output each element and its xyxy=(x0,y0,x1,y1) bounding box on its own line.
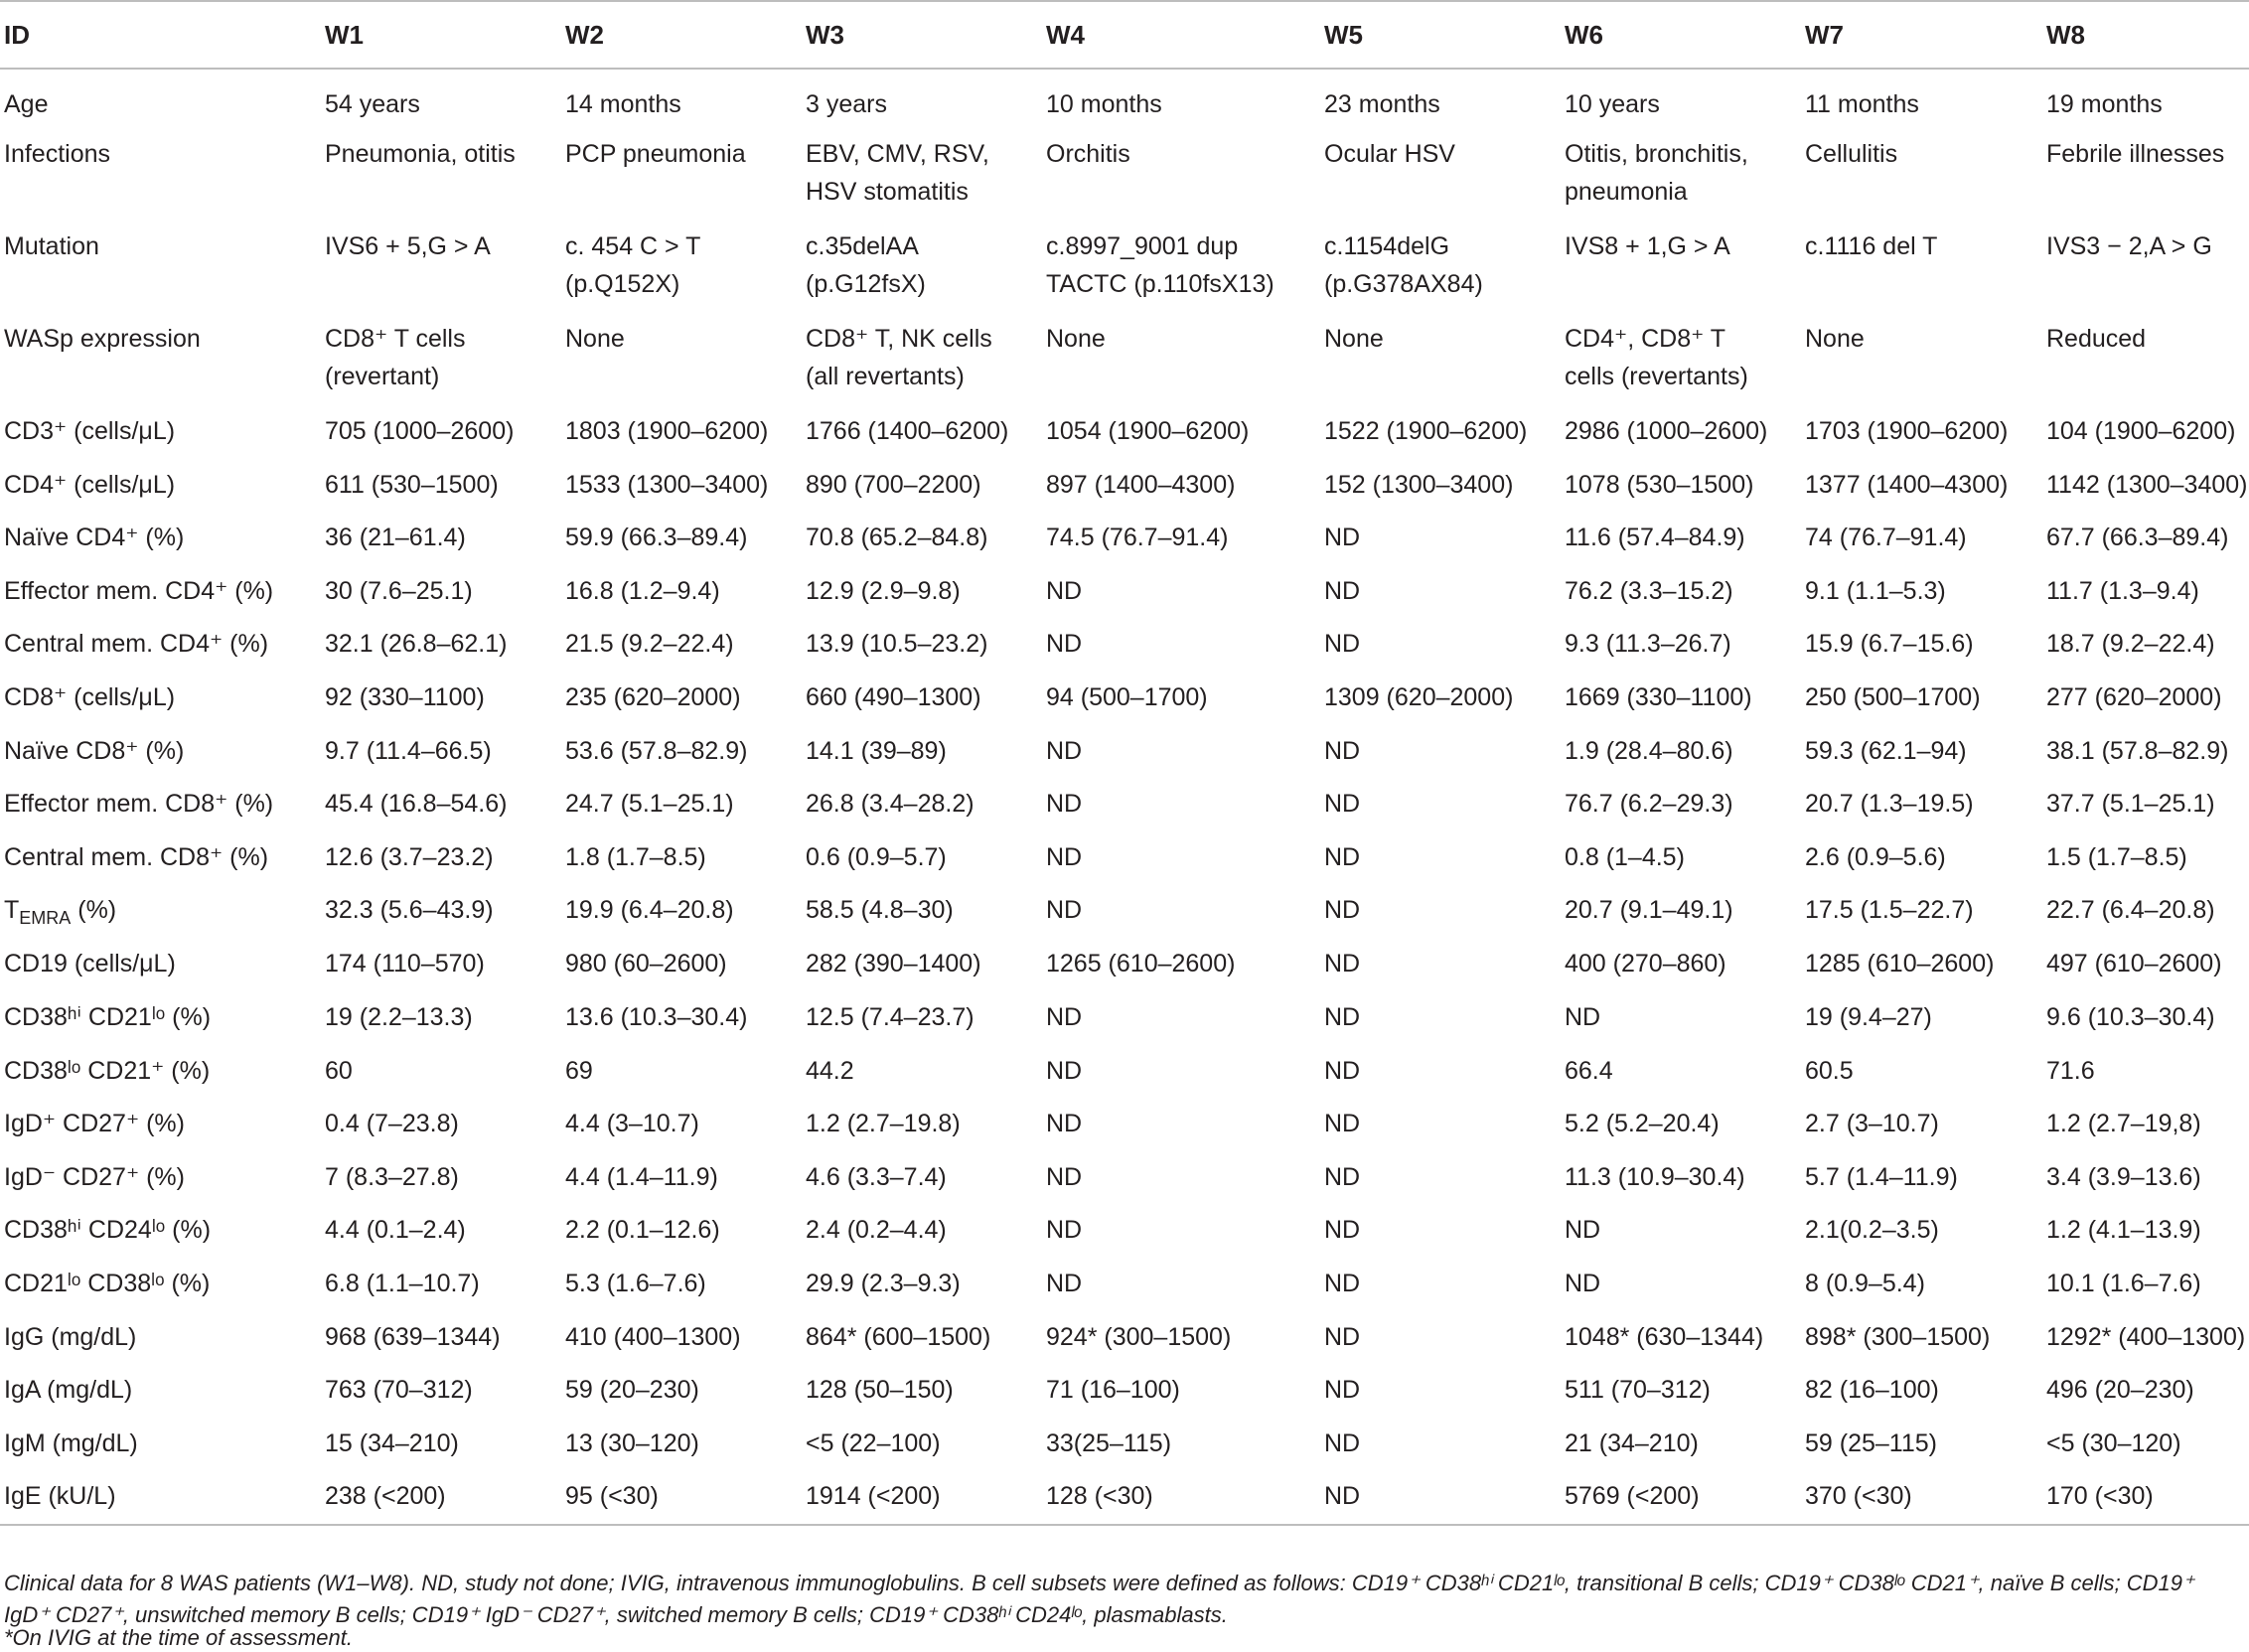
table-row xyxy=(0,69,2249,127)
row-label-cell: CD38ʰⁱ CD24ˡᵒ (%) xyxy=(4,1216,212,1245)
header-cell-w1: W1 xyxy=(321,1,561,69)
data-cell-w4: 74.5 (76.7–91.4) xyxy=(1046,524,1229,552)
data-cell-w4: ND xyxy=(1046,1162,1083,1191)
data-cell-w1: 92 (330–1100) xyxy=(325,682,485,711)
data-cell-w8: 9.6 (10.3–30.4) xyxy=(2046,1002,2215,1031)
data-cell-w2: 980 (60–2600) xyxy=(565,950,727,978)
row-label-cell: CD8⁺ (cells/μL) xyxy=(4,682,176,711)
data-cell-w7: 5.7 (1.4–11.9) xyxy=(1805,1162,1958,1191)
data-cell-w6: 5769 (<200) xyxy=(1561,1469,1801,1525)
data-cell-w5: ND xyxy=(1324,1002,1361,1031)
data-cell-w2: PCP pneumonia xyxy=(565,140,746,168)
data-cell-w2: 16.8 (1.2–9.4) xyxy=(565,576,720,605)
data-cell-w8: 1.2 (2.7–19,8) xyxy=(2046,1110,2201,1138)
row-label-cell: $T_{EMRA}$ (%) xyxy=(4,896,117,929)
data-cell-w8: 18.7 (9.2–22.4) xyxy=(2046,630,2215,659)
table-row xyxy=(0,1417,2249,1470)
data-cell-w5: c.1154delG (p.G378AX84) xyxy=(1324,232,1483,298)
table-row xyxy=(0,883,2249,937)
header-cell-id: ID xyxy=(0,1,321,69)
data-cell-w3: c.35delAA (p.G12fsX) xyxy=(806,232,926,298)
data-cell-w6: 0.8 (1–4.5) xyxy=(1565,842,1685,871)
data-cell-w1: 4.4 (0.1–2.4) xyxy=(325,1216,466,1245)
table-row xyxy=(0,1150,2249,1204)
row-label-cell: IgG (mg/dL) xyxy=(4,1322,137,1351)
row-label-cell: Effector mem. CD8⁺ (%) xyxy=(4,790,274,819)
data-cell-w4: 924* (300–1500) xyxy=(1046,1322,1232,1351)
data-cell-w6: ND xyxy=(1565,1002,1601,1031)
table-row xyxy=(0,1310,2249,1364)
data-cell-w8: 38.1 (57.8–82.9) xyxy=(2046,736,2229,765)
data-cell-w3: 4.6 (3.3–7.4) xyxy=(806,1162,947,1191)
data-cell-w6: 20.7 (9.1–49.1) xyxy=(1565,896,1733,925)
data-cell-w4: 1054 (1900–6200) xyxy=(1046,417,1250,445)
data-cell-w2: 2.2 (0.1–12.6) xyxy=(565,1216,720,1245)
table-caption xyxy=(4,1568,2239,1631)
data-cell-w5: ND xyxy=(1324,1162,1361,1191)
data-cell-w5: ND xyxy=(1324,576,1361,605)
data-cell-w8: 277 (620–2000) xyxy=(2046,682,2222,711)
data-cell-w2: 13.6 (10.3–30.4) xyxy=(565,1002,748,1031)
data-cell-w7: 15.9 (6.7–15.6) xyxy=(1805,630,1974,659)
data-cell-w7: 1285 (610–2600) xyxy=(1805,950,1995,978)
header-cell-w6: W6 xyxy=(1561,1,1801,69)
row-label-cell: Effector mem. CD4⁺ (%) xyxy=(4,576,274,605)
data-cell-w1: 36 (21–61.4) xyxy=(325,524,466,552)
data-cell-w8: 22.7 (6.4–20.8) xyxy=(2046,896,2215,925)
table-header xyxy=(0,1,2249,69)
data-cell-w7: None xyxy=(1805,325,1865,353)
data-cell-w7: 2.1(0.2–3.5) xyxy=(1805,1216,1939,1245)
data-cell-w1: 611 (530–1500) xyxy=(325,470,499,499)
data-cell-w6: 11.6 (57.4–84.9) xyxy=(1565,524,1745,552)
header-row xyxy=(0,1,2249,69)
data-cell-w2: c. 454 C > T (p.Q152X) xyxy=(565,232,701,298)
row-label-cell: CD3⁺ (cells/μL) xyxy=(4,417,176,445)
data-cell-w1: CD8⁺ T cells (revertant) xyxy=(325,325,466,390)
data-cell-w6: 76.7 (6.2–29.3) xyxy=(1565,790,1733,819)
data-cell-w3: 128 (50–150) xyxy=(806,1376,954,1405)
data-cell-w1: 30 (7.6–25.1) xyxy=(325,576,473,605)
data-cell-w1: 12.6 (3.7–23.2) xyxy=(325,842,494,871)
ivig-footnote: *On IVIG at the time of assessment. xyxy=(4,1625,353,1650)
data-cell-w3: 70.8 (65.2–84.8) xyxy=(806,524,988,552)
row-label-cell: Central mem. CD8⁺ (%) xyxy=(4,842,269,871)
data-cell-w6: 76.2 (3.3–15.2) xyxy=(1565,576,1733,605)
table-row xyxy=(0,617,2249,671)
header-cell-w3: W3 xyxy=(802,1,1042,69)
data-cell-w4: ND xyxy=(1046,1110,1083,1138)
row-label-cell: IgE (kU/L) xyxy=(0,1469,321,1525)
data-cell-w5: ND xyxy=(1324,1216,1361,1245)
data-cell-w1: 174 (110–570) xyxy=(325,950,485,978)
row-label-cell: IgA (mg/dL) xyxy=(4,1376,133,1405)
data-cell-w2: 19.9 (6.4–20.8) xyxy=(565,896,734,925)
data-cell-w5: ND xyxy=(1324,736,1361,765)
data-cell-w8: 170 (<30) xyxy=(2042,1469,2249,1525)
table-row xyxy=(0,830,2249,884)
data-cell-w8: 19 months xyxy=(2046,90,2163,118)
data-cell-w4: ND xyxy=(1046,790,1083,819)
data-cell-w3: 660 (490–1300) xyxy=(806,682,981,711)
data-cell-w2: 5.3 (1.6–7.6) xyxy=(565,1269,706,1297)
data-cell-w3: 14.1 (39–89) xyxy=(806,736,947,765)
data-cell-w1: 705 (1000–2600) xyxy=(325,417,515,445)
data-cell-w6: ND xyxy=(1565,1269,1601,1297)
data-cell-w7: 2.6 (0.9–5.6) xyxy=(1805,842,1946,871)
data-cell-w3: 26.8 (3.4–28.2) xyxy=(806,790,975,819)
table-row xyxy=(0,1203,2249,1257)
data-cell-w7: 82 (16–100) xyxy=(1805,1376,1939,1405)
data-cell-w7: 2.7 (3–10.7) xyxy=(1805,1110,1939,1138)
data-cell-w1: 54 years xyxy=(325,90,420,118)
data-cell-w1: 6.8 (1.1–10.7) xyxy=(325,1269,480,1297)
data-cell-w5: 152 (1300–3400) xyxy=(1324,470,1514,499)
data-cell-w8: 1292* (400–1300) xyxy=(2046,1322,2246,1351)
data-cell-w5: None xyxy=(1324,325,1384,353)
data-cell-w8: 1.5 (1.7–8.5) xyxy=(2046,842,2187,871)
data-cell-w4: ND xyxy=(1046,576,1083,605)
data-cell-w6: 511 (70–312) xyxy=(1565,1376,1711,1405)
data-cell-w5: ND xyxy=(1324,630,1361,659)
table-row xyxy=(0,990,2249,1044)
row-label-cell: Central mem. CD4⁺ (%) xyxy=(4,630,269,659)
data-cell-w2: 59 (20–230) xyxy=(565,1376,699,1405)
data-cell-w2: 4.4 (3–10.7) xyxy=(565,1110,699,1138)
data-cell-w4: ND xyxy=(1046,1002,1083,1031)
data-cell-w3: 12.5 (7.4–23.7) xyxy=(806,1002,975,1031)
data-cell-w5: Ocular HSV xyxy=(1324,140,1455,168)
data-cell-w6: IVS8 + 1,G > A xyxy=(1565,232,1730,260)
table-row xyxy=(0,1363,2249,1417)
data-cell-w7: 17.5 (1.5–22.7) xyxy=(1805,896,1974,925)
table-row xyxy=(0,1469,2249,1525)
data-cell-w1: 32.3 (5.6–43.9) xyxy=(325,896,494,925)
data-cell-w6: 9.3 (11.3–26.7) xyxy=(1565,630,1731,659)
data-cell-w7: 59 (25–115) xyxy=(1805,1428,1937,1457)
data-cell-w7: 19 (9.4–27) xyxy=(1805,1002,1932,1031)
data-cell-w3: 12.9 (2.9–9.8) xyxy=(806,576,961,605)
data-cell-w1: 238 (<200) xyxy=(321,1469,561,1525)
data-cell-w4: None xyxy=(1046,325,1106,353)
table-row xyxy=(0,671,2249,724)
data-cell-w6: 21 (34–210) xyxy=(1565,1428,1699,1457)
row-label-cell: CD38ʰⁱ CD21ˡᵒ (%) xyxy=(4,1002,212,1031)
data-cell-w3: 890 (700–2200) xyxy=(806,470,981,499)
row-label-cell: CD19 (cells/μL) xyxy=(4,950,176,978)
data-cell-w2: 1803 (1900–6200) xyxy=(565,417,769,445)
data-cell-w5: 23 months xyxy=(1324,90,1440,118)
data-cell-w5: ND xyxy=(1324,524,1361,552)
data-cell-w8: Febrile illnesses xyxy=(2046,140,2225,168)
data-cell-w8: 10.1 (1.6–7.6) xyxy=(2046,1269,2201,1297)
data-cell-w3: 1.2 (2.7–19.8) xyxy=(806,1110,961,1138)
row-label-cell: Mutation xyxy=(4,232,99,260)
data-cell-w8: 1142 (1300–3400) xyxy=(2046,470,2248,499)
data-cell-w1: 60 xyxy=(325,1056,353,1085)
table-row xyxy=(0,1044,2249,1098)
data-cell-w4: ND xyxy=(1046,1056,1083,1085)
data-cell-w3: EBV, CMV, RSV, HSV stomatitis xyxy=(806,140,989,206)
header-cell-w5: W5 xyxy=(1320,1,1561,69)
data-cell-w4: c.8997_9001 dup TACTC (p.110fsX13) xyxy=(1046,232,1274,298)
data-cell-w6: 2986 (1000–2600) xyxy=(1565,417,1768,445)
header-cell-w2: W2 xyxy=(561,1,802,69)
table-row xyxy=(0,564,2249,618)
data-cell-w5: 1309 (620–2000) xyxy=(1324,682,1514,711)
data-cell-w7: 250 (500–1700) xyxy=(1805,682,1981,711)
data-cell-w8: 1.2 (4.1–13.9) xyxy=(2046,1216,2201,1245)
data-cell-w4: 33(25–115) xyxy=(1046,1428,1172,1457)
data-cell-w6: 66.4 xyxy=(1565,1056,1613,1085)
data-cell-w1: 763 (70–312) xyxy=(325,1376,473,1405)
header-cell-w7: W7 xyxy=(1801,1,2042,69)
data-cell-w5: ND xyxy=(1324,1056,1361,1085)
data-cell-w1: 19 (2.2–13.3) xyxy=(325,1002,473,1031)
row-label-cell: Age xyxy=(4,90,49,118)
data-cell-w8: 11.7 (1.3–9.4) xyxy=(2046,576,2199,605)
data-cell-w4: ND xyxy=(1046,896,1083,925)
data-cell-w8: 497 (610–2600) xyxy=(2046,950,2222,978)
header-cell-w4: W4 xyxy=(1042,1,1320,69)
data-cell-w7: 8 (0.9–5.4) xyxy=(1805,1269,1925,1297)
data-cell-w2: 1533 (1300–3400) xyxy=(565,470,769,499)
data-cell-w1: 968 (639–1344) xyxy=(325,1322,501,1351)
data-cell-w5: ND xyxy=(1324,1269,1361,1297)
data-cell-w4: 71 (16–100) xyxy=(1046,1376,1180,1405)
data-cell-w5: ND xyxy=(1324,1428,1361,1457)
data-cell-w2: 4.4 (1.4–11.9) xyxy=(565,1162,718,1191)
row-label-cell: CD38ˡᵒ CD21⁺ (%) xyxy=(4,1056,211,1085)
data-cell-w7: 74 (76.7–91.4) xyxy=(1805,524,1967,552)
table-row xyxy=(0,777,2249,830)
data-cell-w5: 1522 (1900–6200) xyxy=(1324,417,1528,445)
table-row xyxy=(0,312,2249,404)
data-cell-w3: 3 years xyxy=(806,90,887,118)
table-row xyxy=(0,511,2249,564)
table-row xyxy=(0,404,2249,458)
data-cell-w1: 9.7 (11.4–66.5) xyxy=(325,736,492,765)
data-cell-w6: CD4⁺, CD8⁺ T cells (revertants) xyxy=(1565,325,1748,390)
data-cell-w4: 10 months xyxy=(1046,90,1162,118)
data-cell-w2: 53.6 (57.8–82.9) xyxy=(565,736,748,765)
data-cell-w4: ND xyxy=(1046,1269,1083,1297)
data-cell-w3: 58.5 (4.8–30) xyxy=(806,896,954,925)
data-cell-w3: <5 (22–100) xyxy=(806,1428,941,1457)
data-cell-w8: 67.7 (66.3–89.4) xyxy=(2046,524,2229,552)
data-cell-w2: 13 (30–120) xyxy=(565,1428,699,1457)
data-cell-w2: None xyxy=(565,325,625,353)
data-cell-w6: 11.3 (10.9–30.4) xyxy=(1565,1162,1745,1191)
data-cell-w6: 10 years xyxy=(1565,90,1660,118)
data-cell-w5: ND xyxy=(1324,950,1361,978)
row-label-cell: IgD⁻ CD27⁺ (%) xyxy=(4,1162,185,1191)
data-cell-w2: 14 months xyxy=(565,90,681,118)
data-cell-w2: 410 (400–1300) xyxy=(565,1322,741,1351)
data-cell-w3: 1914 (<200) xyxy=(802,1469,1042,1525)
data-cell-w5: ND xyxy=(1324,842,1361,871)
data-cell-w7: 59.3 (62.1–94) xyxy=(1805,736,1967,765)
data-cell-w3: 13.9 (10.5–23.2) xyxy=(806,630,988,659)
row-label-cell: IgM (mg/dL) xyxy=(4,1428,138,1457)
data-cell-w6: 5.2 (5.2–20.4) xyxy=(1565,1110,1720,1138)
row-label-cell: CD21ˡᵒ CD38ˡᵒ (%) xyxy=(4,1269,211,1297)
data-cell-w7: c.1116 del T xyxy=(1805,232,1938,260)
row-label-cell: IgD⁺ CD27⁺ (%) xyxy=(4,1110,185,1138)
data-cell-w3: 1766 (1400–6200) xyxy=(806,417,1009,445)
data-cell-w1: Pneumonia, otitis xyxy=(325,140,516,168)
data-cell-w4: ND xyxy=(1046,630,1083,659)
data-cell-w2: 24.7 (5.1–25.1) xyxy=(565,790,734,819)
data-cell-w1: 32.1 (26.8–62.1) xyxy=(325,630,508,659)
data-cell-w2: 21.5 (9.2–22.4) xyxy=(565,630,734,659)
table-row xyxy=(0,937,2249,990)
data-cell-w6: Otitis, bronchitis, pneumonia xyxy=(1565,140,1748,206)
data-cell-w8: 104 (1900–6200) xyxy=(2046,417,2236,445)
table-row xyxy=(0,220,2249,312)
data-cell-w7: Cellulitis xyxy=(1805,140,1898,168)
data-cell-w7: 1377 (1400–4300) xyxy=(1805,470,2009,499)
data-cell-w6: 1048* (630–1344) xyxy=(1565,1322,1764,1351)
data-cell-w5: ND xyxy=(1324,790,1361,819)
table-row xyxy=(0,458,2249,512)
data-cell-w4: 897 (1400–4300) xyxy=(1046,470,1236,499)
row-label-cell: Infections xyxy=(4,140,111,168)
data-cell-w5: ND xyxy=(1320,1469,1561,1525)
data-cell-w8: <5 (30–120) xyxy=(2046,1428,2181,1457)
data-cell-w7: 1703 (1900–6200) xyxy=(1805,417,2009,445)
data-cell-w8: 3.4 (3.9–13.6) xyxy=(2046,1162,2201,1191)
data-cell-w2: 1.8 (1.7–8.5) xyxy=(565,842,706,871)
caption-text: Clinical data for 8 WAS patients (W1–W8). ND, study not done; IVIG, intravenous immunoglobulins. B cell subsets were defined as follows: CD19⁺ CD38ʰⁱ CD21ˡᵒ, transitional B cells; CD19⁺ CD38ˡᵒ CD21⁺, naïve B cells; CD19⁺ IgD⁺ CD27⁺, unswitched memory B cells; CD19⁺ IgD⁻ CD27⁺, switched memory B cells; CD19⁺ CD38ʰⁱ CD24ˡᵒ, plasmablasts. xyxy=(4,1571,2194,1627)
data-cell-w6: 400 (270–860) xyxy=(1565,950,1726,978)
data-cell-w4: 1265 (610–2600) xyxy=(1046,950,1236,978)
header-cell-w8: W8 xyxy=(2042,1,2249,69)
data-cell-w4: 128 (<30) xyxy=(1042,1469,1320,1525)
data-cell-w7: 20.7 (1.3–19.5) xyxy=(1805,790,1974,819)
data-cell-w5: ND xyxy=(1324,1322,1361,1351)
data-cell-w6: 1078 (530–1500) xyxy=(1565,470,1754,499)
data-cell-w7: 11 months xyxy=(1805,90,1919,118)
table-body xyxy=(0,69,2249,1525)
data-cell-w5: ND xyxy=(1324,896,1361,925)
data-cell-w7: 60.5 xyxy=(1805,1056,1854,1085)
data-cell-w8: 496 (20–230) xyxy=(2046,1376,2194,1405)
data-cell-w4: ND xyxy=(1046,842,1083,871)
data-cell-w5: ND xyxy=(1324,1110,1361,1138)
table-row xyxy=(0,127,2249,220)
data-cell-w7: 9.1 (1.1–5.3) xyxy=(1805,576,1946,605)
data-cell-w5: ND xyxy=(1324,1376,1361,1405)
data-cell-w6: 1669 (330–1100) xyxy=(1565,682,1752,711)
data-cell-w6: 1.9 (28.4–80.6) xyxy=(1565,736,1733,765)
data-cell-w3: 282 (390–1400) xyxy=(806,950,981,978)
row-label-cell: Naïve CD4⁺ (%) xyxy=(4,524,185,552)
data-cell-w2: 235 (620–2000) xyxy=(565,682,741,711)
data-cell-w8: IVS3 − 2,A > G xyxy=(2046,232,2212,260)
data-cell-w3: 44.2 xyxy=(806,1056,854,1085)
data-cell-w7: 898* (300–1500) xyxy=(1805,1322,1991,1351)
row-label-cell: CD4⁺ (cells/μL) xyxy=(4,470,176,499)
data-cell-w3: 0.6 (0.9–5.7) xyxy=(806,842,947,871)
data-cell-w1: 0.4 (7–23.8) xyxy=(325,1110,459,1138)
row-label-cell: WASp expression xyxy=(4,325,201,353)
data-cell-w6: ND xyxy=(1565,1216,1601,1245)
data-cell-w4: 94 (500–1700) xyxy=(1046,682,1208,711)
data-cell-w1: IVS6 + 5,G > A xyxy=(325,232,491,260)
table-row xyxy=(0,1097,2249,1150)
data-cell-w8: Reduced xyxy=(2046,325,2147,353)
data-cell-w4: Orchitis xyxy=(1046,140,1130,168)
data-cell-w2: 95 (<30) xyxy=(561,1469,802,1525)
data-cell-w3: 2.4 (0.2–4.4) xyxy=(806,1216,947,1245)
data-cell-w1: 45.4 (16.8–54.6) xyxy=(325,790,508,819)
data-cell-w8: 37.7 (5.1–25.1) xyxy=(2046,790,2215,819)
data-cell-w1: 7 (8.3–27.8) xyxy=(325,1162,459,1191)
data-cell-w2: 69 xyxy=(565,1056,593,1085)
data-cell-w4: ND xyxy=(1046,1216,1083,1245)
table-row xyxy=(0,1257,2249,1310)
data-cell-w8: 71.6 xyxy=(2046,1056,2095,1085)
data-cell-w4: ND xyxy=(1046,736,1083,765)
data-cell-w3: CD8⁺ T, NK cells (all revertants) xyxy=(806,325,992,390)
data-cell-w3: 864* (600–1500) xyxy=(806,1322,991,1351)
table-row xyxy=(0,724,2249,778)
data-cell-w7: 370 (<30) xyxy=(1801,1469,2042,1525)
data-cell-w3: 29.9 (2.3–9.3) xyxy=(806,1269,961,1297)
row-label-cell: Naïve CD8⁺ (%) xyxy=(4,736,185,765)
data-cell-w2: 59.9 (66.3–89.4) xyxy=(565,524,748,552)
data-cell-w1: 15 (34–210) xyxy=(325,1428,459,1457)
